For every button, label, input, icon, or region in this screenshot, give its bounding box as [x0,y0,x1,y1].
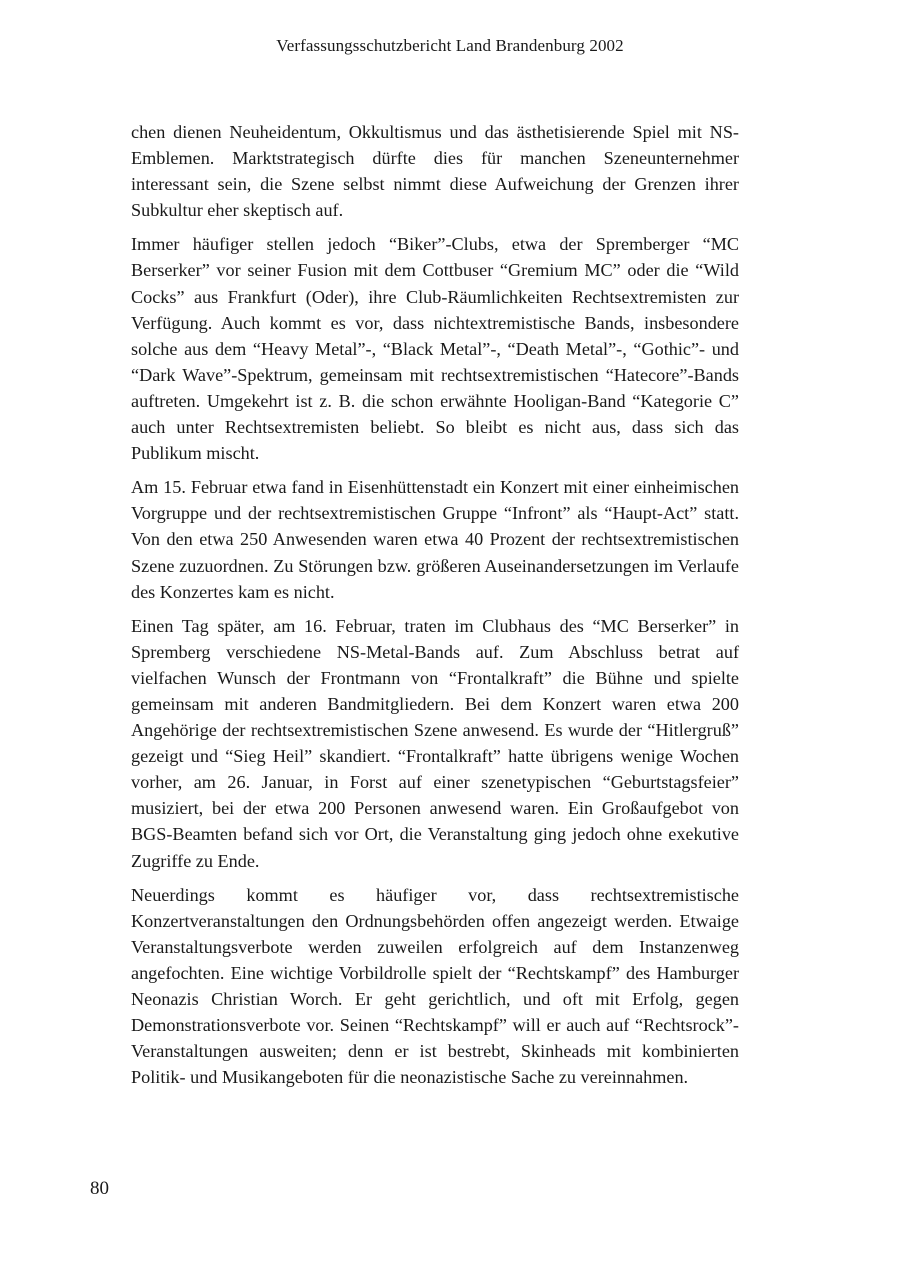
paragraph: Neuerdings kommt es häufiger vor, dass rechtsextremistische Konzertveranstaltungen den Ordnungsbehörden offen angezeigt werden. Etwaige Veranstaltungsverbote werden zuweilen erfolgreich auf dem Instanzenweg angefochten. Eine wichtige Vorbildrolle spielt der “Rechtskampf” des Hamburger Neonazis Christian Worch. Er geht gerichtlich, und oft mit Erfolg, gegen Demonstrationsverbote vor. Seinen “Rechtskampf” will er auch auf “Rechtsrock”-Veranstaltungen ausweiten; denn er ist bestrebt, Skinheads mit kombinierten Politik- und Musikangeboten für die neonazistische Sache zu vereinnahmen. [131,884,739,1088]
paragraph: Am 15. Februar etwa fand in Eisenhüttenstadt ein Konzert mit einer einheimischen Vorgruppe und der rechtsextremistischen Gruppe “Infront” als “Haupt-Act” statt. Von den etwa 250 Anwesenden waren etwa 40 Prozent der rechtsextremistischen Szene zuzuordnen. Zu Störungen bzw. größeren Auseinandersetzungen im Verlaufe des Konzertes kam es nicht. [131,477,739,602]
body-text [131,119,739,1098]
page-number: 80 [90,1178,109,1199]
paragraph: chen dienen Neuheidentum, Okkultismus und das ästhetisierende Spiel mit NS-Emblemen. Marktstrategisch dürfte dies für manchen Szeneunternehmer interessant sein, die Szene selbst nimmt diese Aufweichung der Grenzen ihrer Subkultur eher skeptisch auf. [131,122,739,221]
running-header: Verfassungsschutzbericht Land Brandenburg 2002 [276,36,624,55]
paragraph: Immer häufiger stellen jedoch “Biker”-Clubs, etwa der Spremberger “MC Berserker” vor seiner Fusion mit dem Cottbuser “Gremium MC” oder die “Wild Cocks” aus Frankfurt (Oder), ihre Club-Räumlichkeiten Rechtsextremisten zur Verfügung. Auch kommt es vor, dass nichtextremistische Bands, insbesondere solche aus dem “Heavy Metal”-, “Black Metal”-, “Death Metal”-, “Gothic”- und “Dark Wave”-Spektrum, gemeinsam mit rechtsextremistischen “Hatecore”-Bands auftreten. Umgekehrt ist z. B. die schon erwähnte Hooligan-Band “Kategorie C” auch unter Rechtsextremisten beliebt. So bleibt es nicht aus, dass sich das Publikum mischt. [131,234,739,464]
paragraph: Einen Tag später, am 16. Februar, traten im Clubhaus des “MC Berserker” in Spremberg verschiedene NS-Metal-Bands auf. Zum Abschluss betrat auf vielfachen Wunsch der Frontmann von “Frontalkraft” die Bühne und spielte gemeinsam mit anderen Bandmitgliedern. Bei dem Konzert waren etwa 200 Angehörige der rechtsextremistischen Szene anwesend. Es wurde der “Hitlergruß” gezeigt und “Sieg Heil” skandiert. “Frontalkraft” hatte übrigens wenige Wochen vorher, am 26. Januar, in Forst auf einer szenetypischen “Geburtstagsfeier” musiziert, bei der etwa 200 Personen anwesend waren. Ein Großaufgebot von BGS-Beamten befand sich vor Ort, die Veranstaltung ging jedoch ohne exekutive Zugriffe zu Ende. [131,615,739,871]
